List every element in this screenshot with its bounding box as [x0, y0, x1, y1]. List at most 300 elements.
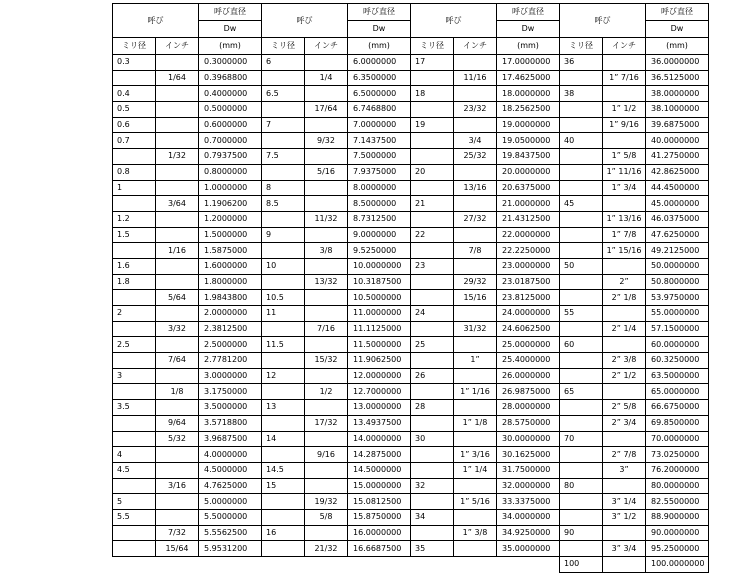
table-row	[113, 509, 709, 525]
cell-dw: 3.5000000	[199, 400, 262, 416]
cell-inch	[454, 55, 497, 71]
cell-dw: 21.4312500	[497, 211, 560, 227]
cell-mm: 11	[262, 306, 305, 322]
cell-mm	[262, 415, 305, 431]
cell-inch	[156, 55, 199, 71]
cell-dw: 23.8125000	[497, 290, 560, 306]
cell-mm	[411, 353, 454, 369]
cell-dw: 22.0000000	[497, 227, 560, 243]
cell-dw: 17.0000000	[497, 55, 560, 71]
table-row	[113, 447, 709, 463]
cell-dw: 2.3812500	[199, 321, 262, 337]
cell-dw: 50.0000000	[646, 258, 709, 274]
header-dw-symbol: Dw	[646, 21, 709, 38]
table-row	[113, 400, 709, 416]
header-yobi: 呼び	[113, 4, 199, 38]
cell-inch: 1” 5/8	[603, 149, 646, 165]
cell-mm: 16	[262, 525, 305, 541]
cell-mm: 14.5	[262, 462, 305, 478]
table-row	[113, 525, 709, 541]
cell-inch: 2” 3/4	[603, 415, 646, 431]
table-row	[113, 149, 709, 165]
cell-mm: 1.8	[113, 274, 156, 290]
cell-inch: 7/64	[156, 353, 199, 369]
cell-mm: 20	[411, 164, 454, 180]
cell-mm	[113, 384, 156, 400]
cell-dw: 0.6000000	[199, 117, 262, 133]
cell-mm: 9	[262, 227, 305, 243]
cell-mm: 6.5	[262, 86, 305, 102]
cell-dw: 0.3968800	[199, 70, 262, 86]
cell-inch	[156, 400, 199, 416]
cell-inch: 27/32	[454, 211, 497, 227]
cell-dw: 30.0000000	[497, 431, 560, 447]
header-inch: インチ	[156, 38, 199, 55]
cell-inch	[305, 525, 348, 541]
cell-mm: 60	[560, 337, 603, 353]
cell-inch	[156, 368, 199, 384]
cell-inch: 15/64	[156, 541, 199, 557]
cell-inch: 1” 1/4	[454, 462, 497, 478]
cell-inch	[156, 117, 199, 133]
cell-mm: 28	[411, 400, 454, 416]
cell-mm: 5	[113, 494, 156, 510]
cell-dw: 28.0000000	[497, 400, 560, 416]
cell-inch	[603, 384, 646, 400]
cell-inch	[454, 164, 497, 180]
cell-dw: 8.7312500	[348, 211, 411, 227]
cell-dw: 1.0000000	[199, 180, 262, 196]
cell-dw: 9.0000000	[348, 227, 411, 243]
cell-mm: 65	[560, 384, 603, 400]
cell-inch	[156, 133, 199, 149]
cell-mm: 2.5	[113, 337, 156, 353]
header-inch: インチ	[454, 38, 497, 55]
cell-inch	[454, 337, 497, 353]
cell-dw: 1.5000000	[199, 227, 262, 243]
cell-inch	[603, 86, 646, 102]
cell-inch: 3” 1/4	[603, 494, 646, 510]
cell-inch: 1” 13/16	[603, 211, 646, 227]
header-dw-title: 呼び直径	[646, 4, 709, 21]
cell-inch	[156, 274, 199, 290]
cell-dw: 2.5000000	[199, 337, 262, 353]
cell-inch: 17/32	[305, 415, 348, 431]
cell-mm	[113, 70, 156, 86]
ball-size-table-container	[112, 3, 709, 573]
cell-dw: 1.6000000	[199, 258, 262, 274]
cell-mm	[411, 494, 454, 510]
cell-inch	[603, 478, 646, 494]
cell-inch	[305, 478, 348, 494]
cell-inch: 1” 15/16	[603, 243, 646, 259]
cell-mm	[411, 321, 454, 337]
cell-dw: 0.7000000	[199, 133, 262, 149]
cell-mm	[113, 353, 156, 369]
cell-inch	[454, 306, 497, 322]
cell-dw: 23.0000000	[497, 258, 560, 274]
cell-inch	[305, 86, 348, 102]
cell-inch: 9/16	[305, 447, 348, 463]
cell-mm: 2	[113, 306, 156, 322]
cell-dw: 73.0250000	[646, 447, 709, 463]
table-row	[113, 274, 709, 290]
cell-inch: 7/8	[454, 243, 497, 259]
cell-mm: 0.5	[113, 102, 156, 118]
cell-mm	[560, 211, 603, 227]
cell-dw: 82.5500000	[646, 494, 709, 510]
header-yobi: 呼び	[262, 4, 348, 38]
cell-mm: 19	[411, 117, 454, 133]
cell-inch: 1” 1/8	[454, 415, 497, 431]
cell-mm: 0.4	[113, 86, 156, 102]
header-inch: インチ	[603, 38, 646, 55]
cell-inch: 1/2	[305, 384, 348, 400]
cell-inch	[156, 86, 199, 102]
cell-inch: 2”	[603, 274, 646, 290]
cell-mm	[262, 274, 305, 290]
cell-dw: 44.4500000	[646, 180, 709, 196]
cell-mm	[560, 541, 603, 557]
cell-mm: 4	[113, 447, 156, 463]
header-mm: ミリ径	[262, 38, 305, 55]
table-row	[113, 557, 709, 573]
table-row	[113, 117, 709, 133]
cell-dw: 49.2125000	[646, 243, 709, 259]
cell-mm: 36	[560, 55, 603, 71]
table-row	[113, 462, 709, 478]
header-mm: ミリ径	[113, 38, 156, 55]
cell-dw: 90.0000000	[646, 525, 709, 541]
cell-inch: 2” 1/2	[603, 368, 646, 384]
cell-mm: 45	[560, 196, 603, 212]
cell-mm: 7.5	[262, 149, 305, 165]
cell-dw: 60.0000000	[646, 337, 709, 353]
cell-mm	[560, 353, 603, 369]
cell-mm: 40	[560, 133, 603, 149]
cell-mm	[560, 415, 603, 431]
cell-mm	[113, 525, 156, 541]
empty-cell	[199, 557, 262, 573]
cell-mm: 22	[411, 227, 454, 243]
cell-dw: 47.6250000	[646, 227, 709, 243]
table-row	[113, 306, 709, 322]
table-row	[113, 258, 709, 274]
cell-mm: 15	[262, 478, 305, 494]
cell-mm: 12	[262, 368, 305, 384]
cell-dw: 15.0812500	[348, 494, 411, 510]
cell-inch: 7/16	[305, 321, 348, 337]
cell-mm	[411, 290, 454, 306]
table-header	[113, 4, 709, 55]
cell-inch: 19/32	[305, 494, 348, 510]
cell-inch: 1/8	[156, 384, 199, 400]
cell-mm	[262, 384, 305, 400]
table-row	[113, 55, 709, 71]
cell-mm	[262, 243, 305, 259]
cell-mm: 18	[411, 86, 454, 102]
cell-dw: 25.4000000	[497, 353, 560, 369]
cell-mm: 1	[113, 180, 156, 196]
cell-mm: 8	[262, 180, 305, 196]
cell-inch: 15/16	[454, 290, 497, 306]
cell-mm	[411, 243, 454, 259]
cell-mm	[262, 133, 305, 149]
cell-inch: 17/64	[305, 102, 348, 118]
cell-dw: 1.5875000	[199, 243, 262, 259]
cell-dw: 41.2750000	[646, 149, 709, 165]
cell-dw: 6.0000000	[348, 55, 411, 71]
cell-inch: 1/16	[156, 243, 199, 259]
cell-mm	[113, 541, 156, 557]
cell-dw: 15.8750000	[348, 509, 411, 525]
cell-dw: 4.5000000	[199, 462, 262, 478]
cell-dw: 5.5562500	[199, 525, 262, 541]
cell-inch: 21/32	[305, 541, 348, 557]
cell-dw: 66.6750000	[646, 400, 709, 416]
cell-dw: 38.0000000	[646, 86, 709, 102]
cell-inch: 3/64	[156, 196, 199, 212]
cell-dw: 17.4625000	[497, 70, 560, 86]
cell-mm: 34	[411, 509, 454, 525]
cell-inch: 1/64	[156, 70, 199, 86]
cell-dw: 5.5000000	[199, 509, 262, 525]
cell-mm	[560, 400, 603, 416]
cell-inch: 9/64	[156, 415, 199, 431]
cell-mm	[560, 494, 603, 510]
cell-inch	[305, 290, 348, 306]
cell-mm	[262, 509, 305, 525]
cell-dw: 16.0000000	[348, 525, 411, 541]
table-row	[113, 133, 709, 149]
cell-dw: 8.5000000	[348, 196, 411, 212]
cell-dw: 20.0000000	[497, 164, 560, 180]
table-row	[113, 86, 709, 102]
cell-inch	[603, 55, 646, 71]
cell-inch	[305, 462, 348, 478]
cell-inch	[454, 117, 497, 133]
cell-dw: 6.5000000	[348, 86, 411, 102]
cell-dw: 88.9000000	[646, 509, 709, 525]
cell-inch	[305, 306, 348, 322]
header-dw-symbol: Dw	[199, 21, 262, 38]
cell-inch	[454, 227, 497, 243]
header-unit: (mm)	[497, 38, 560, 55]
cell-mm: 1.6	[113, 258, 156, 274]
table-row	[113, 494, 709, 510]
cell-inch	[305, 258, 348, 274]
cell-inch	[305, 337, 348, 353]
table-row	[113, 211, 709, 227]
table-row	[113, 337, 709, 353]
cell-inch	[156, 462, 199, 478]
cell-mm	[560, 462, 603, 478]
empty-cell	[113, 557, 156, 573]
cell-mm	[262, 164, 305, 180]
cell-inch: 1” 1/2	[603, 102, 646, 118]
cell-inch	[156, 258, 199, 274]
cell-dw: 33.3375000	[497, 494, 560, 510]
cell-mm: 100	[560, 557, 603, 573]
table-row	[113, 541, 709, 557]
cell-inch: 7/32	[156, 525, 199, 541]
cell-dw: 38.1000000	[646, 102, 709, 118]
cell-dw: 21.0000000	[497, 196, 560, 212]
cell-dw: 0.4000000	[199, 86, 262, 102]
cell-mm: 5.5	[113, 509, 156, 525]
cell-mm: 13	[262, 400, 305, 416]
cell-inch	[156, 306, 199, 322]
cell-dw: 3.9687500	[199, 431, 262, 447]
cell-mm: 1.5	[113, 227, 156, 243]
table-row	[113, 353, 709, 369]
cell-mm	[262, 211, 305, 227]
cell-inch: 11/16	[454, 70, 497, 86]
cell-mm: 50	[560, 258, 603, 274]
cell-dw: 18.0000000	[497, 86, 560, 102]
cell-dw: 42.8625000	[646, 164, 709, 180]
header-dw-symbol: Dw	[348, 21, 411, 38]
cell-inch: 3” 3/4	[603, 541, 646, 557]
cell-dw: 14.2875000	[348, 447, 411, 463]
cell-mm	[560, 227, 603, 243]
cell-dw: 70.0000000	[646, 431, 709, 447]
cell-dw: 11.1125000	[348, 321, 411, 337]
cell-dw: 8.0000000	[348, 180, 411, 196]
cell-dw: 5.0000000	[199, 494, 262, 510]
cell-inch: 25/32	[454, 149, 497, 165]
cell-inch: 11/32	[305, 211, 348, 227]
cell-inch: 1” 3/8	[454, 525, 497, 541]
cell-mm: 24	[411, 306, 454, 322]
cell-dw: 31.7500000	[497, 462, 560, 478]
cell-dw: 32.0000000	[497, 478, 560, 494]
cell-inch	[156, 337, 199, 353]
empty-cell	[348, 557, 411, 573]
cell-inch	[454, 431, 497, 447]
cell-mm	[113, 290, 156, 306]
empty-cell	[156, 557, 199, 573]
cell-dw: 1.9843800	[199, 290, 262, 306]
header-unit: (mm)	[348, 38, 411, 55]
cell-mm: 4.5	[113, 462, 156, 478]
cell-dw: 15.0000000	[348, 478, 411, 494]
cell-mm: 26	[411, 368, 454, 384]
cell-dw: 7.0000000	[348, 117, 411, 133]
cell-mm	[113, 415, 156, 431]
cell-mm: 8.5	[262, 196, 305, 212]
cell-dw: 13.4937500	[348, 415, 411, 431]
cell-dw: 34.0000000	[497, 509, 560, 525]
cell-inch	[305, 180, 348, 196]
cell-dw: 25.0000000	[497, 337, 560, 353]
cell-mm	[262, 447, 305, 463]
cell-dw: 11.0000000	[348, 306, 411, 322]
cell-dw: 10.0000000	[348, 258, 411, 274]
header-dw-title: 呼び直径	[497, 4, 560, 21]
cell-mm: 10.5	[262, 290, 305, 306]
cell-dw: 63.5000000	[646, 368, 709, 384]
cell-dw: 34.9250000	[497, 525, 560, 541]
cell-mm	[262, 494, 305, 510]
cell-inch	[603, 306, 646, 322]
cell-dw: 24.6062500	[497, 321, 560, 337]
cell-inch	[603, 337, 646, 353]
cell-mm: 17	[411, 55, 454, 71]
cell-inch: 1” 1/16	[454, 384, 497, 400]
cell-mm	[411, 133, 454, 149]
cell-inch: 3/32	[156, 321, 199, 337]
cell-mm	[560, 447, 603, 463]
cell-inch: 13/32	[305, 274, 348, 290]
cell-mm: 55	[560, 306, 603, 322]
cell-inch	[156, 164, 199, 180]
cell-inch: 1/4	[305, 70, 348, 86]
cell-inch	[603, 525, 646, 541]
table-row	[113, 102, 709, 118]
table-row	[113, 180, 709, 196]
cell-inch	[603, 258, 646, 274]
table-row	[113, 196, 709, 212]
cell-mm	[560, 149, 603, 165]
cell-inch: 1” 11/16	[603, 164, 646, 180]
cell-mm	[411, 180, 454, 196]
cell-mm: 70	[560, 431, 603, 447]
cell-inch	[156, 102, 199, 118]
cell-inch	[156, 494, 199, 510]
cell-dw: 26.9875000	[497, 384, 560, 400]
table-row	[113, 290, 709, 306]
cell-inch	[454, 258, 497, 274]
cell-mm: 25	[411, 337, 454, 353]
cell-inch	[305, 196, 348, 212]
cell-mm	[113, 321, 156, 337]
cell-inch: 23/32	[454, 102, 497, 118]
cell-dw: 16.6687500	[348, 541, 411, 557]
cell-dw: 39.6875000	[646, 117, 709, 133]
cell-inch: 1” 3/4	[603, 180, 646, 196]
cell-dw: 30.1625000	[497, 447, 560, 463]
empty-cell	[262, 557, 305, 573]
cell-mm: 0.6	[113, 117, 156, 133]
table-row	[113, 478, 709, 494]
cell-mm	[560, 321, 603, 337]
cell-mm	[411, 415, 454, 431]
ball-size-table	[112, 3, 709, 573]
cell-dw: 1.1906200	[199, 196, 262, 212]
cell-inch: 1” 7/16	[603, 70, 646, 86]
cell-dw: 10.5000000	[348, 290, 411, 306]
cell-mm	[411, 149, 454, 165]
cell-mm	[411, 274, 454, 290]
cell-dw: 0.3000000	[199, 55, 262, 71]
cell-inch	[454, 196, 497, 212]
cell-inch: 2” 1/8	[603, 290, 646, 306]
header-unit: (mm)	[646, 38, 709, 55]
cell-dw: 100.0000000	[646, 557, 709, 573]
cell-mm: 3.5	[113, 400, 156, 416]
cell-dw: 45.0000000	[646, 196, 709, 212]
cell-inch: 5/64	[156, 290, 199, 306]
cell-inch	[156, 509, 199, 525]
cell-inch	[305, 368, 348, 384]
cell-inch	[454, 478, 497, 494]
cell-mm	[113, 478, 156, 494]
cell-inch: 15/32	[305, 353, 348, 369]
cell-dw: 14.0000000	[348, 431, 411, 447]
cell-dw: 12.7000000	[348, 384, 411, 400]
cell-mm	[560, 290, 603, 306]
